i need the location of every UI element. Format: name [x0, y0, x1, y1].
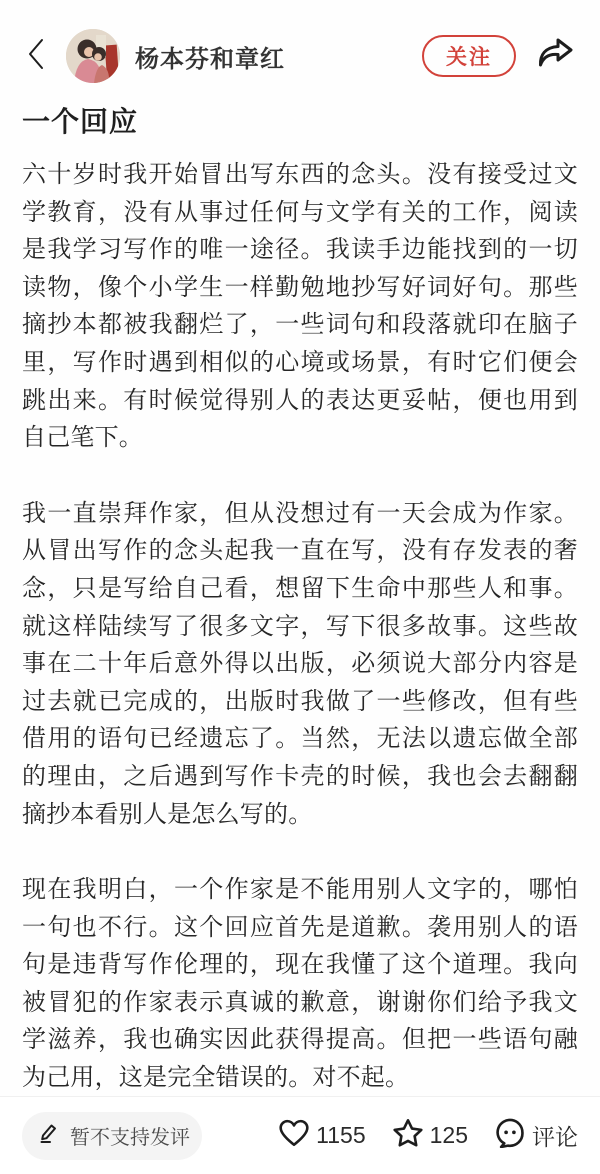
collect-button[interactable] [392, 1118, 468, 1153]
comment-input-disabled[interactable] [22, 1112, 202, 1160]
heart-outline-icon [278, 1118, 310, 1153]
pencil-icon [38, 1122, 60, 1149]
star-outline-icon [392, 1118, 424, 1153]
post-paragraph-1: 六十岁时我开始冒出写东西的念头。没有接受过文学教育，没有从事过任何与文学有关的工作，阅读是我学习写作的唯一途径。我读手边能找到的一切读物，像个小学生一样勤勉地抄写好词好句。那些摘抄本都被我翻烂了，一些词句和段落就印在脑子里，写作时遇到相似的心境或场景，有时它们便会跳出来。有时候觉得别人的表达更妥帖，便也用到自己笔下。 [22, 161, 578, 452]
like-button[interactable] [278, 1118, 365, 1153]
top-nav-bar [0, 0, 600, 86]
post-content [0, 100, 600, 1097]
follow-button[interactable]: 关注 [422, 35, 516, 77]
avatar-photo [66, 29, 120, 83]
share-button[interactable] [536, 36, 574, 76]
avatar[interactable] [66, 29, 120, 83]
author-username[interactable]: 杨本芬和章红 [135, 45, 285, 73]
like-count: 1155 [316, 1122, 366, 1148]
comment-placeholder-text: 暂不支持发评 [70, 1127, 190, 1149]
bottom-action-bar [0, 1096, 600, 1174]
post-title: 一个回应 [22, 106, 139, 137]
comment-label: 评论 [532, 1124, 578, 1150]
back-button[interactable] [24, 36, 54, 76]
collect-count: 125 [429, 1122, 468, 1148]
post-paragraph-2: 我一直崇拜作家，但从没想过有一天会成为作家。从冒出写作的念头起我一直在写，没有存发表的奢念，只是写给自己看，想留下生命中那些人和事。就这样陆续写了很多文字，写下很多故事。这些故事在二十年后意外得以出版，必须说大部分内容是过去就已完成的，出版时我做了一些修改，但有些借用的语句已经遗忘了。当然，无法以遗忘做全部的理由，之后遇到写作卡壳的时候，我也会去翻翻摘抄本看别人是怎么写的。 [22, 499, 578, 828]
comment-button[interactable] [494, 1118, 578, 1153]
post-paragraph-3: 现在我明白，一个作家是不能用别人文字的，哪怕一句也不行。这个回应首先是道歉。袭用别人的语句是违背写作伦理的，现在我懂了这个道理。我向被冒犯的作家表示真诚的歉意，谢谢你们给予我文学滋养，我也确实因此获得提高。但把一些语句融为己用，这是完全错误的。对不起。 [22, 876, 578, 1092]
chat-bubble-icon [494, 1118, 526, 1153]
chevron-left-icon [24, 36, 48, 77]
engagement-stats [252, 1118, 578, 1153]
share-arrow-icon [536, 36, 574, 77]
